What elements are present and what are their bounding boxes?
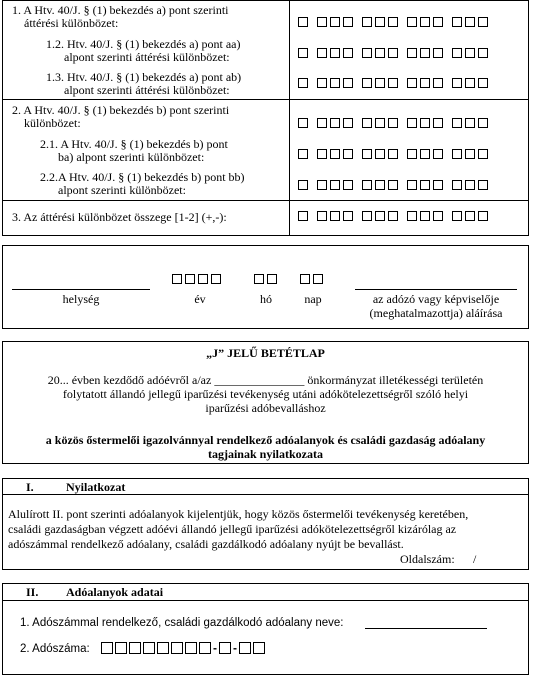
- declaration-text-1: Alulírott II. pont szerinti adóalanyok kijelentjük, hogy közös őstermelői tevékenység keretében,: [8, 507, 469, 521]
- digit-box[interactable]: [433, 118, 443, 128]
- digit-box[interactable]: [362, 118, 372, 128]
- digit-group: [407, 45, 446, 60]
- digit-box[interactable]: [317, 211, 327, 221]
- digit-box[interactable]: [433, 180, 443, 190]
- digit-group: [407, 115, 446, 130]
- declaration-text-2: családi gazdaságban végzett adóévi állandó jellegű iparűzési adókötelezettségről kizárólag az: [8, 522, 457, 536]
- digit-box[interactable]: [298, 78, 308, 88]
- row1-title-cont: áttérési különbözet:: [24, 16, 119, 30]
- digit-box[interactable]: [330, 180, 340, 190]
- digit-box[interactable]: [407, 48, 417, 58]
- digit-box[interactable]: [407, 118, 417, 128]
- digit-box[interactable]: [298, 149, 308, 159]
- insert-sheet-title: „J” JELŰ BETÉTLAP: [206, 346, 325, 360]
- digit-group: [407, 208, 446, 223]
- digit-group: [317, 115, 356, 130]
- header-line-2: folytatott állandó jellegű iparűzési tevékenység utáni adókötelezettségről szóló helyi: [62, 387, 469, 401]
- digit-group: [452, 146, 491, 161]
- digit-box[interactable]: [362, 149, 372, 159]
- digit-field-row1[interactable]: [298, 14, 497, 29]
- digit-field-row1-2[interactable]: [298, 45, 497, 60]
- digit-box[interactable]: [317, 118, 327, 128]
- digit-box[interactable]: [343, 17, 353, 27]
- digit-box[interactable]: [343, 78, 353, 88]
- digit-group: [362, 14, 401, 29]
- digit-box[interactable]: [465, 149, 475, 159]
- header-line-1: 20... évben kezdődő adóévről a/az _______________ önkormányzat illetékességi területén: [47, 373, 484, 387]
- digit-field-row1-3[interactable]: [298, 75, 497, 90]
- digit-box[interactable]: [298, 17, 308, 27]
- digit-box[interactable]: [433, 48, 443, 58]
- digit-box[interactable]: [452, 180, 462, 190]
- row1-sub1-cont: alpont szerinti áttérési különbözet:: [64, 50, 230, 64]
- digit-box[interactable]: [433, 149, 443, 159]
- digit-box[interactable]: [388, 118, 398, 128]
- page-number-separator: /: [473, 552, 477, 566]
- digit-group: [362, 208, 401, 223]
- digit-group: [362, 75, 401, 90]
- digit-box[interactable]: [478, 180, 488, 190]
- tax-number-label: 2. Adószáma:: [20, 643, 90, 655]
- row2-title: 2. A Htv. 40/J. § (1) bekezdés b) pont szerinti: [12, 103, 230, 117]
- digit-group: [452, 14, 491, 29]
- digit-box[interactable]: [330, 118, 340, 128]
- digit-box[interactable]: [317, 180, 327, 190]
- taxpayer-name-label: 1. Adószámmal rendelkező, családi gazdálkodó adóalany neve:: [20, 617, 344, 629]
- calc-table-row-sep-2: [2, 200, 529, 201]
- place-label: helység: [62, 292, 100, 306]
- digit-box[interactable]: [388, 78, 398, 88]
- digit-field-row2-1[interactable]: [298, 146, 497, 161]
- digit-box[interactable]: [362, 180, 372, 190]
- digit-box[interactable]: [375, 78, 385, 88]
- month-boxes[interactable]: [254, 271, 280, 286]
- digit-group: [317, 75, 356, 90]
- digit-box[interactable]: [407, 180, 417, 190]
- row2-title-cont: különbözet:: [24, 116, 81, 130]
- digit-box[interactable]: [452, 78, 462, 88]
- digit-group: [407, 75, 446, 90]
- digit-box[interactable]: [420, 211, 430, 221]
- digit-box[interactable]: [420, 149, 430, 159]
- row1-sub1: 1.2. Htv. 40/J. § (1) bekezdés a) pont aa): [46, 37, 241, 51]
- calc-table-row-sep-1: [2, 99, 529, 100]
- digit-group: [317, 208, 356, 223]
- digit-box[interactable]: [317, 48, 327, 58]
- digit-group: [298, 14, 311, 29]
- digit-box[interactable]: [420, 118, 430, 128]
- digit-box[interactable]: [375, 180, 385, 190]
- digit-box[interactable]: [375, 211, 385, 221]
- row1-sub2: 1.3. Htv. 40/J. § (1) bekezdés a) pont ab): [46, 70, 242, 84]
- digit-group: [452, 75, 491, 90]
- digit-box[interactable]: [343, 211, 353, 221]
- page-number-label: Oldalszám:: [400, 552, 455, 566]
- digit-box[interactable]: [388, 17, 398, 27]
- digit-box[interactable]: [465, 180, 475, 190]
- digit-box[interactable]: [317, 17, 327, 27]
- digit-box[interactable]: [465, 211, 475, 221]
- digit-box[interactable]: [433, 211, 443, 221]
- digit-box[interactable]: [407, 78, 417, 88]
- digit-group: [298, 146, 311, 161]
- digit-group: [298, 45, 311, 60]
- digit-box[interactable]: [298, 48, 308, 58]
- digit-box[interactable]: [465, 78, 475, 88]
- digit-box[interactable]: [298, 211, 308, 221]
- digit-group: [452, 115, 491, 130]
- digit-group: [452, 177, 491, 192]
- row3-title: 3. Az áttérési különbözet összege [1-2] (+,-):: [12, 210, 227, 224]
- digit-group: [362, 45, 401, 60]
- digit-box[interactable]: [362, 17, 372, 27]
- digit-box[interactable]: [298, 118, 308, 128]
- digit-box[interactable]: [407, 17, 417, 27]
- digit-group: [362, 146, 401, 161]
- digit-box[interactable]: [478, 149, 488, 159]
- digit-box[interactable]: [362, 48, 372, 58]
- digit-box[interactable]: [362, 78, 372, 88]
- signature-line[interactable]: [355, 289, 517, 290]
- section-taxpayers-header-sep: [2, 600, 529, 601]
- digit-box[interactable]: [478, 211, 488, 221]
- digit-box[interactable]: [375, 149, 385, 159]
- header-bold-1: a közös őstermelői igazolvánnyal rendelkező adóalanyok és családi gazdaság adóalany: [45, 433, 486, 447]
- digit-box[interactable]: [420, 48, 430, 58]
- digit-box[interactable]: [388, 48, 398, 58]
- digit-box[interactable]: [433, 17, 443, 27]
- digit-group: [298, 177, 311, 192]
- digit-box[interactable]: [343, 118, 353, 128]
- day-boxes[interactable]: [300, 271, 326, 286]
- digit-group: [452, 45, 491, 60]
- day-label: nap: [304, 292, 322, 306]
- section-declaration-title: Nyilatkozat: [66, 480, 126, 494]
- digit-box[interactable]: [330, 78, 340, 88]
- digit-group: [317, 146, 356, 161]
- digit-group: [452, 208, 491, 223]
- header-line-3: iparűzési adóbevalláshoz: [205, 401, 326, 415]
- row2-sub2: 2.2.A Htv. 40/J. § (1) bekezdés b) pont bb): [40, 170, 245, 184]
- digit-box[interactable]: [452, 118, 462, 128]
- digit-box[interactable]: [388, 211, 398, 221]
- digit-box[interactable]: [298, 180, 308, 190]
- digit-group: [362, 177, 401, 192]
- digit-box[interactable]: [420, 17, 430, 27]
- digit-box[interactable]: [317, 149, 327, 159]
- digit-box[interactable]: [465, 118, 475, 128]
- digit-box[interactable]: [465, 48, 475, 58]
- digit-group: [407, 14, 446, 29]
- digit-box[interactable]: [478, 78, 488, 88]
- digit-group: [407, 177, 446, 192]
- digit-box[interactable]: [478, 118, 488, 128]
- digit-group: [317, 14, 356, 29]
- digit-group: [298, 208, 311, 223]
- section-declaration-header-sep: [2, 494, 529, 495]
- digit-box[interactable]: [478, 17, 488, 27]
- digit-box[interactable]: [330, 48, 340, 58]
- digit-field-row2-2[interactable]: [298, 177, 497, 192]
- digit-box[interactable]: [375, 48, 385, 58]
- digit-box[interactable]: [375, 17, 385, 27]
- year-boxes[interactable]: [172, 271, 224, 286]
- digit-box[interactable]: [433, 78, 443, 88]
- digit-field-row3[interactable]: [298, 208, 497, 223]
- digit-group: [298, 115, 311, 130]
- digit-box[interactable]: [388, 149, 398, 159]
- digit-group: [317, 45, 356, 60]
- signer-label: az adózó vagy képviselője: [372, 292, 500, 306]
- digit-box[interactable]: [452, 48, 462, 58]
- digit-box[interactable]: [420, 78, 430, 88]
- digit-box[interactable]: [343, 149, 353, 159]
- digit-box[interactable]: [330, 149, 340, 159]
- digit-box[interactable]: [407, 149, 417, 159]
- row2-sub1-cont: ba) alpont szerinti különbözet:: [58, 150, 205, 164]
- digit-box[interactable]: [452, 17, 462, 27]
- digit-group: [362, 115, 401, 130]
- digit-box[interactable]: [452, 149, 462, 159]
- digit-field-row2[interactable]: [298, 115, 497, 130]
- digit-box[interactable]: [362, 211, 372, 221]
- year-label: év: [194, 292, 206, 306]
- tax-number-boxes[interactable]: - -: [101, 640, 267, 655]
- header-bold-2: tagjainak nyilatkozata: [207, 447, 323, 461]
- digit-box[interactable]: [407, 211, 417, 221]
- digit-box[interactable]: [375, 118, 385, 128]
- digit-box[interactable]: [330, 17, 340, 27]
- digit-box[interactable]: [452, 211, 462, 221]
- digit-box[interactable]: [465, 17, 475, 27]
- digit-box[interactable]: [330, 211, 340, 221]
- signer-label-cont: (meghatalmazottja) aláírása: [369, 306, 503, 320]
- row2-sub2-cont: alpont szerinti különbözet:: [58, 183, 186, 197]
- digit-box[interactable]: [420, 180, 430, 190]
- row1-title: 1. A Htv. 40/J. § (1) bekezdés a) pont szerinti: [12, 3, 229, 17]
- row1-sub2-cont: alpont szerinti áttérési különbözet:: [64, 83, 230, 97]
- digit-group: [317, 177, 356, 192]
- digit-box[interactable]: [343, 180, 353, 190]
- digit-box[interactable]: [317, 78, 327, 88]
- digit-box[interactable]: [388, 180, 398, 190]
- declaration-text-3: adószámmal rendelkező adóalany, családi gazdálkodó adóalany nyújt be bevallást.: [8, 537, 404, 551]
- digit-group: [298, 75, 311, 90]
- section-declaration-number: I.: [26, 480, 34, 494]
- digit-box[interactable]: [343, 48, 353, 58]
- section-taxpayers-number: II.: [26, 585, 39, 599]
- month-label: hó: [260, 292, 272, 306]
- section-taxpayers-title: Adóalanyok adatai: [66, 585, 164, 599]
- digit-box[interactable]: [478, 48, 488, 58]
- digit-group: [407, 146, 446, 161]
- place-line[interactable]: [12, 289, 150, 290]
- row2-sub1: 2.1. A Htv. 40/J. § (1) bekezdés b) pont: [40, 137, 228, 151]
- taxpayer-name-field[interactable]: [365, 628, 487, 629]
